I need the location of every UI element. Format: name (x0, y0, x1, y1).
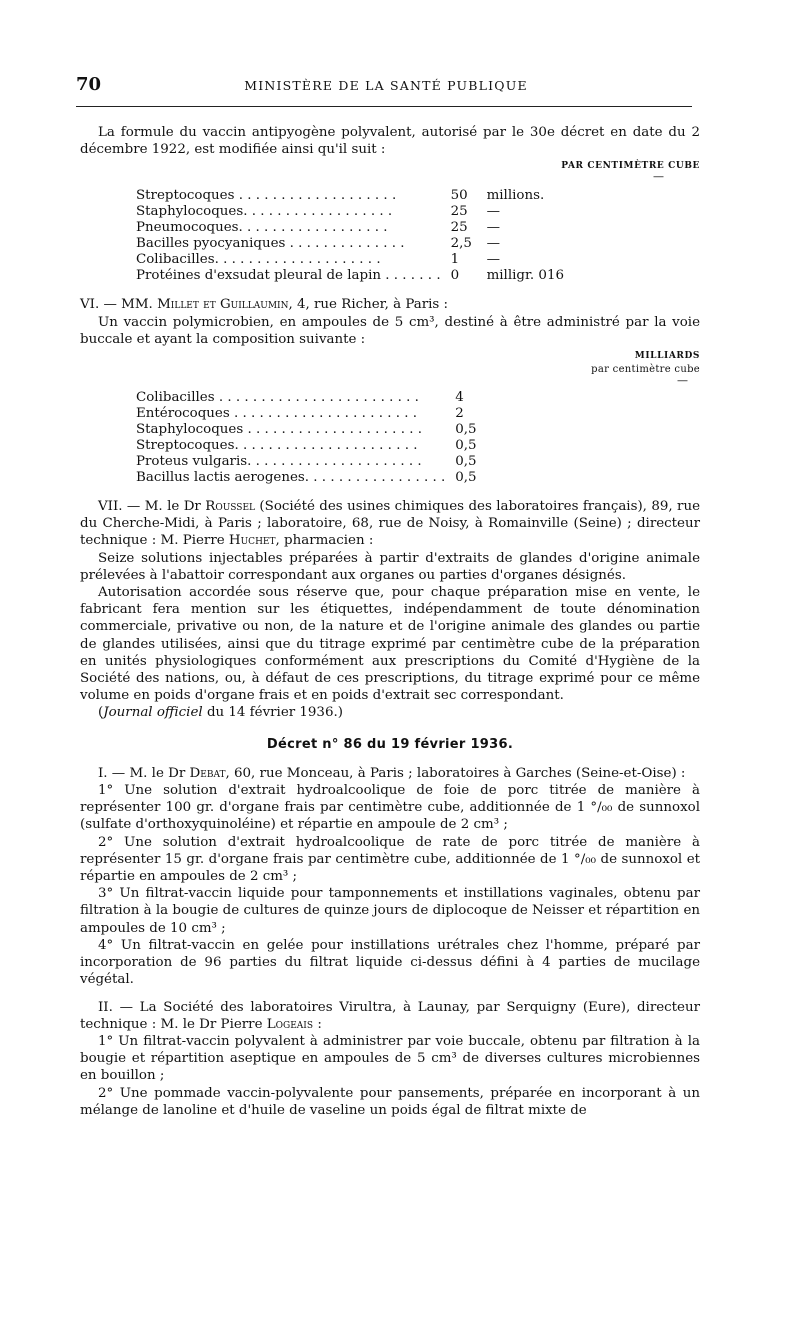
table1-label: Streptocoques (136, 188, 235, 204)
table1-dash: — (653, 170, 664, 184)
table2-row (136, 470, 485, 486)
table2-row (136, 406, 485, 422)
page-number: 70 (76, 74, 102, 95)
table1-leader-dots: . . . . . . . . . . . . . . . . . . (243, 204, 393, 220)
decree-title: Décret n° 86 du 19 février 1936. (266, 736, 514, 752)
table2-label: Streptocoques (136, 438, 235, 454)
table1-value: 0 (450, 268, 460, 284)
header-rule (76, 106, 692, 107)
table1-value: 50 (450, 188, 468, 204)
section-ii-item-2: 2° Une pommade vaccin-polyvalente pour pansements, préparée en incorporant à un mélange de lanoline et d'huile de vaseline un poids égal de filtrat mixte de (80, 1085, 700, 1118)
table1-label: Colibacilles (136, 252, 215, 268)
section-vi-names: Millet et Guillaumin, (157, 297, 293, 313)
section-vi-heading: VI. — MM. Millet et Guillaumin, 4, rue Richer, à Paris : (80, 297, 449, 313)
section-i-item-1: 1° Une solution d'extrait hydroalcoolique de foie de porc titrée de manière à représenter 100 gr. d'organe frais par centimètre cube, additionnée de 1 °/₀₀ de sunnoxol (sulfate d'orthoxyquinoléine) et répartie en ampoule de 2 cm³ ; (80, 783, 700, 833)
table2-value: 2 (455, 406, 464, 422)
section-i-heading: I. — M. le Dr Debat, 60, rue Monceau, à Paris ; laboratoires à Garches (Seine-et-Oise) : (98, 765, 686, 781)
table2-value: 0,5 (455, 470, 477, 486)
table1-unit: — (486, 220, 500, 236)
intro-paragraph: La formule du vaccin antipyogène polyvalent, autorisé par le 30e décret en date du 2 décembre 1922, est modifiée ainsi qu'il suit : (80, 125, 700, 158)
table2-label: Staphylocoques (136, 422, 244, 438)
table2-leader-dots: . . . . . . . . . . . . . . . . . . . . . . . . (214, 390, 419, 406)
table1-row (136, 236, 564, 252)
table2-row (136, 454, 485, 470)
table2-leader-dots: . . . . . . . . . . . . . . . . . . . . . (243, 422, 422, 438)
section-vii-p2: Autorisation accordée sous réserve que, pour chaque préparation mise en vente, le fabricant fera mention sur les étiquettes, indépendamment de toute dénomination commerciale, privative ou non, de la nature et de l'origine animale des glandes ou partie de glandes utilisées, ainsi que du titrage exprimé par centimètre cube de la préparation en unités physiologiques conformément aux prescriptions du Comité d'Hygiène de la Société des nations, ou, à défaut de ces prescriptions, du titrage exprimé pour ce même volume en poids d'organe frais et en poids d'extrait sec correspondant. (80, 585, 700, 704)
section-i-item-3: 3° Un filtrat-vaccin liquide pour tamponnements et instillations vaginales, obtenu par filtration à la bougie de cultures de quinze jours de diplocoque de Neisser et répartition en ampoules de 10 cm³ ; (80, 886, 700, 936)
table1-label: Bacilles pyocyaniques (136, 236, 286, 252)
table2-value: 4 (455, 390, 464, 406)
table2-value: 0,5 (455, 438, 477, 454)
table1-leader-dots: . . . . . . . (380, 268, 441, 284)
table2-label: Bacillus lactis aerogenes (136, 470, 305, 486)
page-header (76, 74, 696, 98)
table1-label: Protéines d'exsudat pleural de lapin (136, 268, 381, 284)
section-i-item-4: 4° Un filtrat-vaccin en gelée pour instillations urétrales chez l'homme, préparé par incorporation de 96 parties du filtrat liquide ci-dessus défini à 4 parties de mucilage végétal. (80, 937, 700, 988)
table1-unit: — (486, 236, 500, 252)
table1-unit: millions. (486, 188, 545, 204)
table2-label: Proteus vulgaris (136, 454, 248, 470)
table1-row (136, 188, 564, 204)
table2-row (136, 422, 485, 438)
section-vii-p1: Seize solutions injectables préparées à partir d'extraits de glandes d'origine animale prélevées à l'abattoir correspondant aux organes ou parties d'organes désignés. (80, 550, 700, 583)
table2-label: Colibacilles (136, 390, 215, 406)
section-vi-text: Un vaccin polymicrobien, en ampoules de 5 cm³, destiné à être administré par la voie buccale et ayant la composition suivante : (80, 314, 700, 347)
table1-value: 1 (450, 252, 460, 268)
table1-label: Pneumocoques (136, 220, 239, 236)
table1-leader-dots: . . . . . . . . . . . . . . . . . . (238, 220, 388, 236)
composition-table-2 (136, 390, 485, 486)
table2-leader-dots: . . . . . . . . . . . . . . . . . . . . . (247, 454, 422, 470)
section-ii-item-1: 1° Un filtrat-vaccin polyvalent à administrer par voie buccale, obtenu par filtration à la bougie et répartition aseptique en ampoules de 5 cm³ de diverses cultures microbiennes en bouillon ; (80, 1033, 700, 1084)
table2-unit-header-1: MILLIARDS (634, 351, 700, 362)
table1-leader-dots: . . . . . . . . . . . . . . (285, 236, 405, 252)
table2-leader-dots: . . . . . . . . . . . . . . . . . . . . . . (234, 438, 418, 454)
table2-label: Entérocoques (136, 406, 230, 422)
table2-leader-dots: . . . . . . . . . . . . . . . . . . . . . . (229, 406, 418, 422)
table1-row (136, 268, 564, 284)
table1-unit: — (486, 204, 500, 220)
table1-value: 2,5 (450, 236, 472, 252)
table2-row (136, 390, 485, 406)
table1-row (136, 204, 564, 220)
table1-unit: milligr. 016 (486, 268, 564, 284)
table1-value: 25 (450, 220, 468, 236)
section-vi-address: 4, rue Richer, à Paris : (297, 297, 449, 313)
section-vii-heading: VII. — M. le Dr Roussel (Société des usines chimiques des laboratoires français), 89, rue du Cherche-Midi, à Paris ; laboratoire, 68, rue de Noisy, à Romainville (Seine) ; directeur technique : M. Pierre Huchet, pharmacien : (80, 499, 700, 549)
table1-unit: — (486, 252, 500, 268)
table1-leader-dots: . . . . . . . . . . . . . . . . . . . (234, 188, 397, 204)
table2-value: 0,5 (455, 454, 477, 470)
table2-leader-dots: . . . . . . . . . . . . . . . . . (304, 470, 446, 486)
table1-row (136, 252, 564, 268)
table1-row (136, 220, 564, 236)
composition-table-1 (136, 188, 564, 284)
journal-citation: (Journal officiel du 14 février 1936.) (98, 705, 343, 721)
page-body (80, 124, 700, 1119)
table2-unit-header-2: par centimètre cube (591, 364, 700, 376)
section-i-item-2: 2° Une solution d'extrait hydroalcoolique de rate de porc titrée de manière à représenter 15 gr. d'organe frais par centimètre cube, additionnée de 1 °/₀₀ de sunnoxol et répartie en ampoules de 2 cm³ ; (80, 834, 700, 885)
section-ii-heading: II. — La Société des laboratoires Virultra, à Launay, par Serquigny (Eure), directeur technique : M. le Dr Pierre Logeais : (80, 999, 700, 1032)
table2-dash: — (677, 374, 688, 388)
running-title: MINISTÈRE DE LA SANTÉ PUBLIQUE (244, 78, 528, 93)
table1-label: Staphylocoques (136, 204, 244, 220)
table1-value: 25 (450, 204, 468, 220)
table2-row (136, 438, 485, 454)
table2-value: 0,5 (455, 422, 477, 438)
table1-unit-header: PAR CENTIMÈTRE CUBE (561, 161, 700, 172)
table1-leader-dots: . . . . . . . . . . . . . . . . . . . . (214, 252, 381, 268)
